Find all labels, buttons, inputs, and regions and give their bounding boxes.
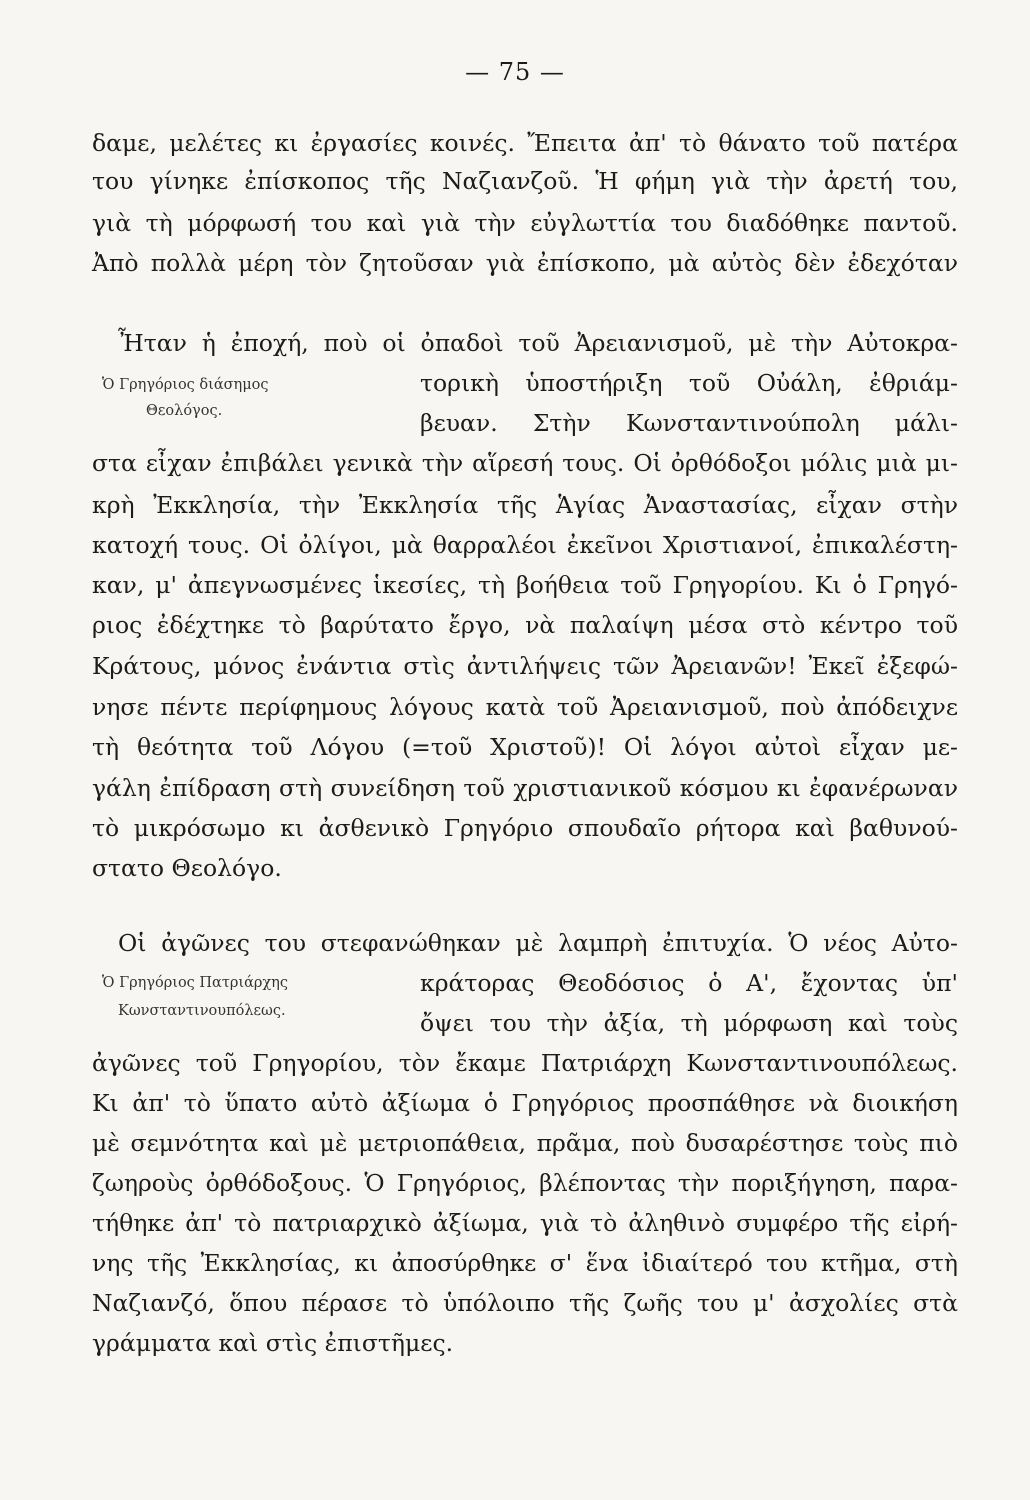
text-line: γάλη ἐπίδραση στὴ συνείδηση τοῦ χριστιανικοῦ κόσμου κι ἐφανέρωναν — [92, 774, 958, 802]
margin-note-line: Θεολόγος. — [146, 403, 223, 419]
text-line: στα εἶχαν ἐπιβάλει γενικὰ τὴν αἵρεσή τους. Οἱ ὀρθόδοξοι μόλις μιὰ μι- — [92, 449, 958, 477]
text-line: νης τῆς Ἐκκλησίας, κι ἀποσύρθηκε σ' ἕνα ἰδιαίτερό του κτῆμα, στὴ — [92, 1249, 958, 1277]
margin-note-line: Κωνσταντινουπόλεως. — [118, 1003, 286, 1019]
text-line: γιὰ τὴ μόρφωσή του καὶ γιὰ τὴν εὐγλωττία του διαδόθηκε παντοῦ. — [92, 209, 958, 237]
text-line: ὄψει του τὴν ἀξία, τὴ μόρφωση καὶ τοὺς — [420, 1009, 958, 1037]
text-line: Ἀπὸ πολλὰ μέρη τὸν ζητοῦσαν γιὰ ἐπίσκοπο, μὰ αὐτὸς δὲν ἐδεχόταν — [92, 249, 958, 277]
text-line: στατο Θεολόγο. — [92, 854, 282, 882]
text-line: τὸ μικρόσωμο κι ἀσθενικὸ Γρηγόριο σπουδαῖο ρήτορα καὶ βαθυνού- — [92, 814, 958, 842]
text-line: ζωηροὺς ὀρθόδοξους. Ὁ Γρηγόριος, βλέποντας τὴν ποριξήγηση, παρα- — [92, 1169, 958, 1197]
text-line: δαμε, μελέτες κι ἐργασίες κοινές. Ἔπειτα ἀπ' τὸ θάνατο τοῦ πατέρα — [92, 129, 958, 157]
text-line: Ναζιανζό, ὅπου πέρασε τὸ ὑπόλοιπο τῆς ζωῆς του μ' ἀσχολίες στὰ — [92, 1289, 958, 1317]
margin-note-line: Ὁ Γρηγόριος διάσημος — [102, 377, 269, 393]
text-line: τὴ θεότητα τοῦ Λόγου (=τοῦ Χριστοῦ)! Οἱ λόγοι αὐτοὶ εἶχαν με- — [92, 733, 958, 761]
text-line: κρὴ Ἐκκλησία, τὴν Ἐκκλησία τῆς Ἁγίας Ἀναστασίας, εἶχαν στὴν — [92, 491, 958, 519]
text-line: γράμματα καὶ στὶς ἐπιστῆμες. — [92, 1329, 454, 1357]
text-line: βευαν. Στὴν Κωνσταντινούπολη μάλι- — [420, 409, 958, 437]
text-line: μὲ σεμνότητα καὶ μὲ μετριοπάθεια, πρᾶμα, ποὺ δυσαρέστησε τοὺς πιὸ — [92, 1129, 958, 1157]
text-line: Ἦταν ἡ ἐποχή, ποὺ οἱ ὀπαδοὶ τοῦ Ἀρειανισμοῦ, μὲ τὴν Αὐτοκρα- — [118, 329, 958, 357]
text-line: ἀγῶνες τοῦ Γρηγορίου, τὸν ἔκαμε Πατριάρχη Κωνσταντινουπόλεως. — [92, 1049, 958, 1077]
text-line: ριος ἐδέχτηκε τὸ βαρύτατο ἔργο, νὰ παλαίψη μέσα στὸ κέντρο τοῦ — [92, 611, 958, 639]
text-line: καν, μ' ἀπεγνωσμένες ἱκεσίες, τὴ βοήθεια τοῦ Γρηγορίου. Κι ὁ Γρηγό- — [92, 571, 958, 599]
text-line: τήθηκε ἀπ' τὸ πατριαρχικὸ ἀξίωμα, γιὰ τὸ ἀληθινὸ συμφέρο τῆς εἰρή- — [92, 1209, 958, 1237]
text-line: νησε πέντε περίφημους λόγους κατὰ τοῦ Ἀρειανισμοῦ, ποὺ ἀπόδειχνε — [92, 693, 958, 721]
text-line: κατοχή τους. Οἱ ὀλίγοι, μὰ θαρραλέοι ἐκεῖνοι Χριστιανοί, ἐπικαλέστη- — [92, 531, 958, 559]
text-line: Κράτους, μόνος ἐνάντια στὶς ἀντιλήψεις τῶν Ἀρειανῶν! Ἐκεῖ ἐξεφώ- — [92, 652, 958, 680]
text-line: κράτορας Θεοδόσιος ὁ Α', ἔχοντας ὑπ' — [420, 969, 958, 997]
page-number: — 75 — — [465, 58, 565, 86]
text-line: Κι ἀπ' τὸ ὕπατο αὐτὸ ἀξίωμα ὁ Γρηγόριος προσπάθησε νὰ διοικήση — [92, 1089, 958, 1117]
margin-note-line: Ὁ Γρηγόριος Πατριάρχης — [102, 975, 288, 991]
text-line: Οἱ ἀγῶνες του στεφανώθηκαν μὲ λαμπρὴ ἐπιτυχία. Ὁ νέος Αὐτο- — [118, 929, 958, 957]
text-line: τορικὴ ὑποστήριξη τοῦ Οὐάλη, ἐθριάμ- — [420, 369, 958, 397]
text-line: του γίνηκε ἐπίσκοπος τῆς Ναζιανζοῦ. Ἡ φήμη γιὰ τὴν ἀρετή του, — [92, 167, 958, 195]
